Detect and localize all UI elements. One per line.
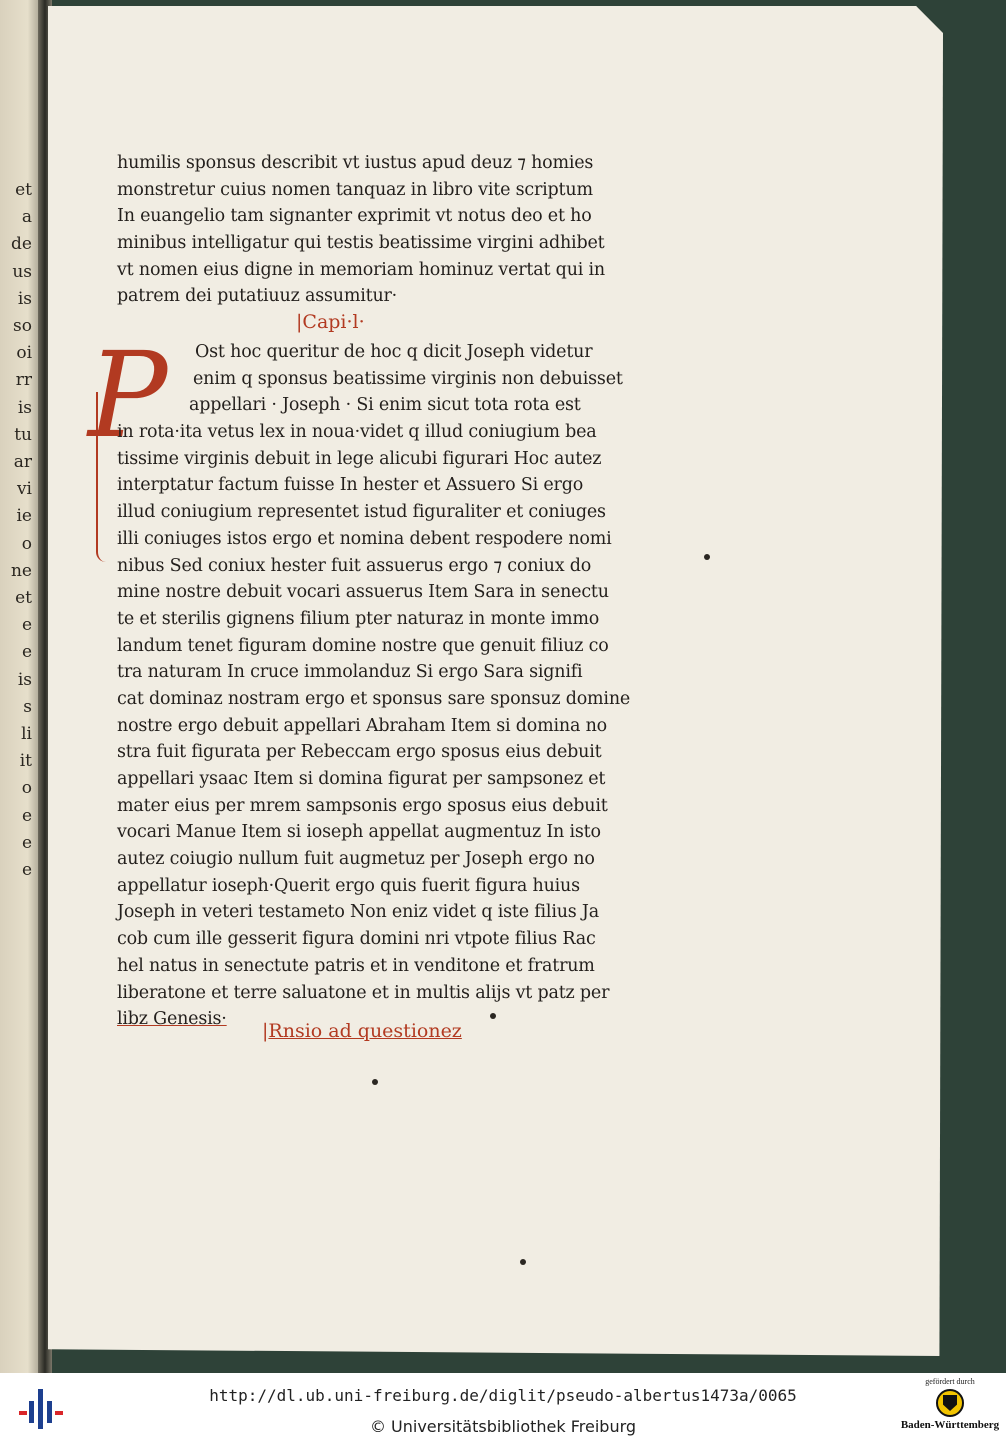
pinhole [520, 1259, 526, 1265]
manuscript-text-chapter [117, 339, 642, 1033]
viewer-footer [0, 1373, 1006, 1445]
chapter-line: illud coniugium representet istud figuraliter et coniuges [117, 502, 606, 523]
chapter-line: nostre ergo debuit appellari Abraham Item si domina no [117, 715, 608, 736]
copyright-notice: © Universitätsbibliothek Freiburg [369, 1417, 637, 1436]
chapter-line: nibus Sed coniux hester fuit assuerus ergo ⁊ coniux do [117, 555, 592, 576]
chapter-line: hel natus in senectute patris et in venditone et fratrum [117, 955, 595, 976]
chapter-line: in rota·ita vetus lex in noua·videt q illud coniugium bea [117, 422, 597, 443]
chapter-line: tra naturam In cruce immolanduz Si ergo Sara signifi [117, 662, 583, 683]
chapter-line: mater eius per mrem sampsonis ergo sposus eius debuit [117, 795, 608, 816]
manuscript-line: humilis sponsus describit vt iustus apud deuz ⁊ homies [117, 153, 594, 173]
chapter-line: tissime virginis debuit in lege alicubi figurari Hoc autez [117, 448, 602, 469]
facing-page-fragment: e [21, 805, 32, 826]
manuscript-text-top [117, 150, 642, 310]
facing-page-fragment: is [17, 397, 32, 418]
chapter-line: Ost hoc queritur de hoc q dicit Joseph videtur [195, 342, 593, 362]
sponsor-badge [900, 1377, 1000, 1431]
facing-page-fragment: e [21, 832, 32, 853]
manuscript-line: patrem dei putatiuuz assumitur· [117, 286, 398, 307]
chapter-line: appellari · Joseph · Si enim sicut tota rota est [189, 395, 581, 416]
decorated-initial: P [88, 326, 168, 464]
chapter-line: stra fuit figurata per Rebeccam ergo sposus eius debuit [117, 742, 602, 763]
pinhole [372, 1079, 378, 1085]
facing-page-fragment: e [21, 615, 32, 636]
facing-page-fragment: us [12, 261, 32, 282]
facing-page-fragment: so [13, 316, 32, 336]
facing-page-fragment: rr [15, 370, 32, 391]
facing-page-fragment: ie [16, 506, 32, 527]
facing-page-fragment: li [21, 724, 32, 744]
chapter-line: cob cum ille gesserit figura domini nri vtpote filius Rac [117, 929, 596, 950]
chapter-line: Joseph in veteri testameto Non eniz videt q iste filius Ja [117, 902, 599, 923]
sponsor-caption: gefördert durch [925, 1377, 975, 1386]
pinhole [704, 554, 710, 560]
pinhole [490, 1013, 496, 1019]
chapter-line: illi coniuges istos ergo et nomina debent respodere nomi [117, 528, 612, 549]
chapter-line: appellatur ioseph·Querit ergo quis fuerit figura huius [117, 875, 580, 896]
chapter-line: te et sterilis gignens filium pter naturaz in monte immo [117, 608, 600, 629]
facing-page-fragment: ne [10, 560, 32, 581]
facing-page-fragment: de [11, 234, 32, 255]
chapter-line: cat dominaz nostram ergo et sponsus sare sponsuz domine [117, 688, 631, 709]
manuscript-line: In euangelio tam signanter exprimit vt notus deo et ho [117, 206, 592, 227]
chapter-line: appellari ysaac Item si domina figurat per sampsonez et [117, 769, 606, 789]
sponsor-name: Baden-Württemberg [900, 1419, 1000, 1431]
chapter-line: interptatur factum fuisse In hester et Assuero Si ergo [117, 475, 584, 496]
chapter-line: landum tenet figuram domine nostre que genuit filiuz co [117, 635, 609, 656]
chapter-line: autez coiugio nullum fuit augmetuz per Joseph ergo no [117, 849, 595, 870]
facing-page-fragment: e [21, 642, 32, 663]
permalink[interactable]: http://dl.ub.uni-freiburg.de/diglit/pseudo-albertus1473a/0065 [209, 1386, 797, 1405]
facing-page-fragment: is [17, 288, 32, 309]
chapter-heading: |Capi·l· [296, 311, 365, 333]
facing-page-fragment: ar [13, 452, 32, 472]
chapter-line: liberatone et terre saluatone et in multis alijs vt patz per [117, 982, 610, 1003]
chapter-line: mine nostre debuit vocari assuerus Item Sara in senectu [117, 582, 609, 603]
facing-page-fragment: oi [16, 343, 32, 364]
facing-page-fragment: tu [14, 424, 32, 445]
coat-of-arms-icon [936, 1389, 964, 1417]
manuscript-line: minibus intelligatur qui testis beatissime virgini adhibet [117, 233, 605, 254]
manuscript-line: monstretur cuius nomen tanquaz in libro vite scriptum [117, 179, 593, 200]
chapter-line: libz Genesis· [117, 1009, 227, 1030]
facing-page-fragment: o [21, 778, 32, 799]
facing-page-fragment: is [17, 669, 32, 690]
facing-page-fragment: s [23, 696, 32, 717]
facing-page-fragment: o [21, 533, 32, 554]
response-heading: |Rnsio ad questionez [262, 1020, 462, 1042]
facing-page-fragment: a [21, 207, 32, 228]
chapter-line: enim q sponsus beatissime virginis non debuisset [193, 368, 623, 389]
manuscript-line: vt nomen eius digne in memoriam hominuz vertat qui in [117, 259, 605, 280]
facing-page-fragment: et [15, 180, 32, 200]
facing-page-fragment: e [21, 860, 32, 880]
facing-page-fragment: vi [16, 479, 32, 500]
chapter-line: vocari Manue Item si ioseph appellat augmentuz In isto [117, 822, 601, 843]
initial-flourish [96, 392, 106, 562]
facing-page-fragment: et [15, 588, 32, 608]
facing-page-fragment: it [19, 751, 32, 772]
